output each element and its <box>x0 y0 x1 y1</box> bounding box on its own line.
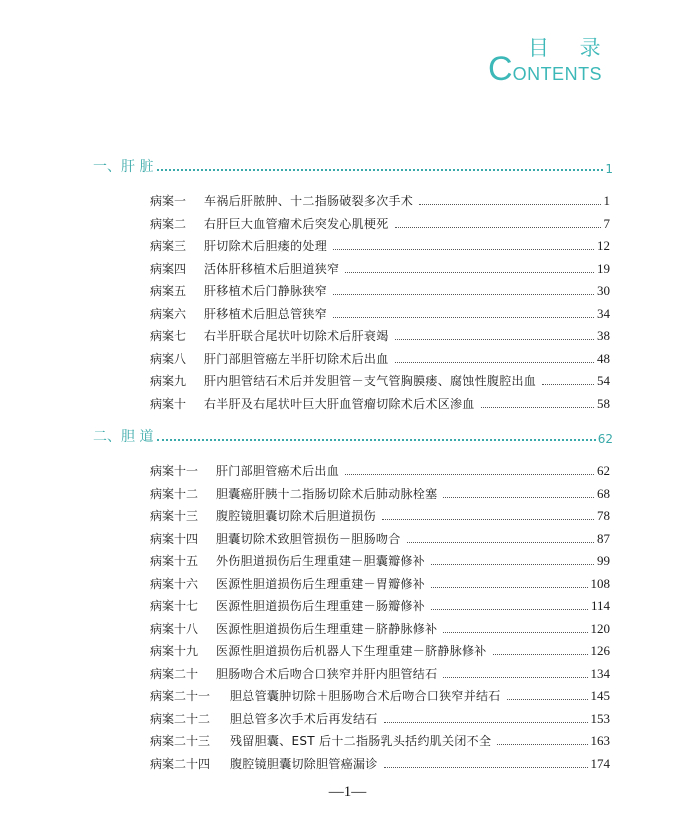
toc-entry[interactable] <box>150 279 610 299</box>
case-title: 胆总管囊肿切除＋胆肠吻合术后吻合口狭窄并结石 <box>230 689 501 703</box>
entry-page-number: 174 <box>590 755 610 771</box>
case-title: 腹腔镜胆囊切除胆管癌漏诊 <box>230 756 378 771</box>
toc-entry[interactable] <box>150 324 610 344</box>
toc-entry[interactable] <box>150 752 610 772</box>
dot-leader <box>395 362 594 363</box>
entry-page-number: 153 <box>590 710 610 726</box>
toc-entry[interactable] <box>150 347 610 367</box>
entry-page-number: 120 <box>590 620 610 636</box>
entry-page-number: 114 <box>590 598 610 613</box>
dot-leader <box>384 767 588 768</box>
dot-leader <box>407 542 594 543</box>
toc-entry[interactable] <box>150 482 610 502</box>
entry-page-number: 68 <box>597 485 610 501</box>
case-number: 病案十八 <box>150 621 199 636</box>
entry-page-number: 145 <box>590 688 610 703</box>
dot-leader <box>384 722 588 723</box>
case-number: 病案二十 <box>150 666 199 681</box>
section-title: 一、肝 脏 <box>93 159 154 175</box>
toc-section[interactable] <box>93 154 613 176</box>
case-title: 肝内胆管结石术后并发胆管－支气管胸膜瘘、腐蚀性腹腔出血 <box>204 374 537 388</box>
toc-entry[interactable] <box>150 189 610 209</box>
case-number: 病案二十二 <box>150 711 211 726</box>
section-page-number: 1 <box>605 162 613 176</box>
case-title: 胆囊癌肝胰十二指肠切除术后肺动脉栓塞 <box>216 486 438 501</box>
toc-entry[interactable] <box>150 639 610 659</box>
case-title: 肝切除术后胆瘘的处理 <box>204 239 328 253</box>
toc-entry[interactable] <box>150 572 610 592</box>
case-number: 病案二 <box>150 216 187 231</box>
dot-leader <box>443 632 587 633</box>
case-number: 病案二十四 <box>150 756 211 771</box>
dot-leader <box>157 169 603 171</box>
case-number: 病案十一 <box>150 464 199 478</box>
case-title: 肝移植术后门静脉狭窄 <box>204 284 328 298</box>
toc-entry[interactable] <box>150 302 610 322</box>
entry-page-number: 34 <box>597 305 610 321</box>
dot-leader <box>431 587 587 588</box>
case-number: 病案二十三 <box>150 734 211 748</box>
toc-entry[interactable] <box>150 617 610 637</box>
case-title: 胆囊切除术致胆管损伤－胆肠吻合 <box>216 531 401 546</box>
section-page-number: 62 <box>597 432 613 446</box>
case-number: 病案七 <box>150 329 187 343</box>
case-number: 病案十九 <box>150 644 199 658</box>
dot-leader <box>333 317 594 318</box>
case-title: 医源性胆道损伤后生理重建－脐静脉修补 <box>216 621 438 636</box>
toc-entry[interactable] <box>150 392 610 412</box>
case-title: 医源性胆道损伤后生理重建－肠瓣修补 <box>216 599 426 613</box>
dot-leader <box>507 699 588 700</box>
dot-leader <box>542 384 594 385</box>
entry-page-number: 48 <box>597 350 610 366</box>
entry-page-number: 12 <box>597 238 610 253</box>
dot-leader <box>497 744 587 745</box>
case-title: 肝移植术后胆总管狭窄 <box>204 306 328 321</box>
toc-title-cn: 目 录 <box>528 36 613 60</box>
toc-header <box>488 32 613 88</box>
case-title: 胆总管多次手术后再发结石 <box>230 711 378 726</box>
toc-entry[interactable] <box>150 662 610 682</box>
case-number: 病案五 <box>150 284 187 298</box>
case-number: 病案四 <box>150 261 187 276</box>
entry-page-number: 99 <box>597 553 610 568</box>
case-number: 病案一 <box>150 194 187 208</box>
dot-leader <box>443 497 594 498</box>
page-number: —1— <box>328 784 367 800</box>
entry-page-number: 163 <box>590 733 610 748</box>
case-number: 病案六 <box>150 306 187 321</box>
toc-entry[interactable] <box>150 684 610 704</box>
entry-page-number: 30 <box>597 283 610 298</box>
toc-title-en <box>488 52 602 86</box>
entry-page-number: 38 <box>597 328 610 343</box>
case-title: 腹腔镜胆囊切除术后胆道损伤 <box>216 509 376 523</box>
entry-page-number: 134 <box>590 665 610 681</box>
dot-leader <box>345 474 594 475</box>
case-title: 医源性胆道损伤后生理重建－胃瓣修补 <box>216 576 426 591</box>
toc-title-en-initial: C <box>488 50 513 88</box>
toc-entry[interactable] <box>150 549 610 569</box>
entry-page-number: 54 <box>597 373 610 388</box>
toc-entry[interactable] <box>150 369 610 389</box>
toc-entry[interactable] <box>150 504 610 524</box>
entry-page-number: 1 <box>603 193 610 208</box>
toc-entry[interactable] <box>150 459 610 479</box>
case-title: 右半肝联合尾状叶切除术后肝衰竭 <box>204 329 389 343</box>
toc-entry[interactable] <box>150 234 610 254</box>
entry-page-number: 7 <box>603 215 610 231</box>
case-number: 病案十五 <box>150 554 199 568</box>
case-title: 残留胆囊、EST 后十二指肠乳头括约肌关闭不全 <box>230 734 492 748</box>
case-number: 病案十六 <box>150 576 199 591</box>
toc-title-en-rest: ONTENTS <box>512 64 603 84</box>
dot-leader <box>333 249 594 250</box>
case-number: 病案十二 <box>150 486 199 501</box>
case-number: 病案三 <box>150 239 187 253</box>
case-number: 病案二十一 <box>150 689 211 703</box>
case-title: 医源性胆道损伤后机器人下生理重建－脐静脉修补 <box>216 644 487 658</box>
case-title: 右半肝及右尾状叶巨大肝血管瘤切除术后术区渗血 <box>204 396 475 411</box>
case-number: 病案九 <box>150 374 187 388</box>
case-number: 病案十四 <box>150 531 199 546</box>
case-title: 肝门部胆管癌术后出血 <box>216 464 340 478</box>
dot-leader <box>443 677 587 678</box>
toc-entry[interactable] <box>150 527 610 547</box>
toc-entry[interactable] <box>150 212 610 232</box>
toc-entry[interactable] <box>150 729 610 749</box>
entry-page-number: 126 <box>590 643 610 658</box>
toc-entry[interactable] <box>150 257 610 277</box>
entry-page-number: 87 <box>597 530 610 546</box>
dot-leader <box>481 407 594 408</box>
entry-page-number: 19 <box>597 260 610 276</box>
case-number: 病案十 <box>150 396 187 411</box>
case-title: 胆肠吻合术后吻合口狭窄并肝内胆管结石 <box>216 666 438 681</box>
case-title: 外伤胆道损伤后生理重建－胆囊瓣修补 <box>216 554 426 568</box>
case-title: 车祸后肝脓肿、十二指肠破裂多次手术 <box>204 194 414 208</box>
toc-section[interactable] <box>93 424 613 446</box>
case-title: 右肝巨大血管瘤术后突发心肌梗死 <box>204 216 389 231</box>
case-title: 活体肝移植术后胆道狭窄 <box>204 261 340 276</box>
dot-leader <box>345 272 594 273</box>
entry-page-number: 62 <box>597 463 610 478</box>
toc-entry[interactable] <box>150 594 610 614</box>
dot-leader <box>333 294 594 295</box>
toc-entry[interactable] <box>150 707 610 727</box>
dot-leader <box>395 339 594 340</box>
dot-leader <box>382 519 594 520</box>
entry-page-number: 58 <box>597 395 610 411</box>
dot-leader <box>493 654 588 655</box>
dot-leader <box>419 204 600 205</box>
dot-leader <box>431 609 588 610</box>
entry-page-number: 108 <box>590 575 610 591</box>
section-title: 二、胆 道 <box>93 429 154 445</box>
entry-page-number: 78 <box>597 508 610 523</box>
dot-leader <box>157 439 595 441</box>
case-title: 肝门部胆管癌左半肝切除术后出血 <box>204 351 389 366</box>
case-number: 病案十三 <box>150 509 199 523</box>
dot-leader <box>431 564 594 565</box>
case-number: 病案八 <box>150 351 187 366</box>
case-number: 病案十七 <box>150 599 199 613</box>
dot-leader <box>395 227 601 228</box>
